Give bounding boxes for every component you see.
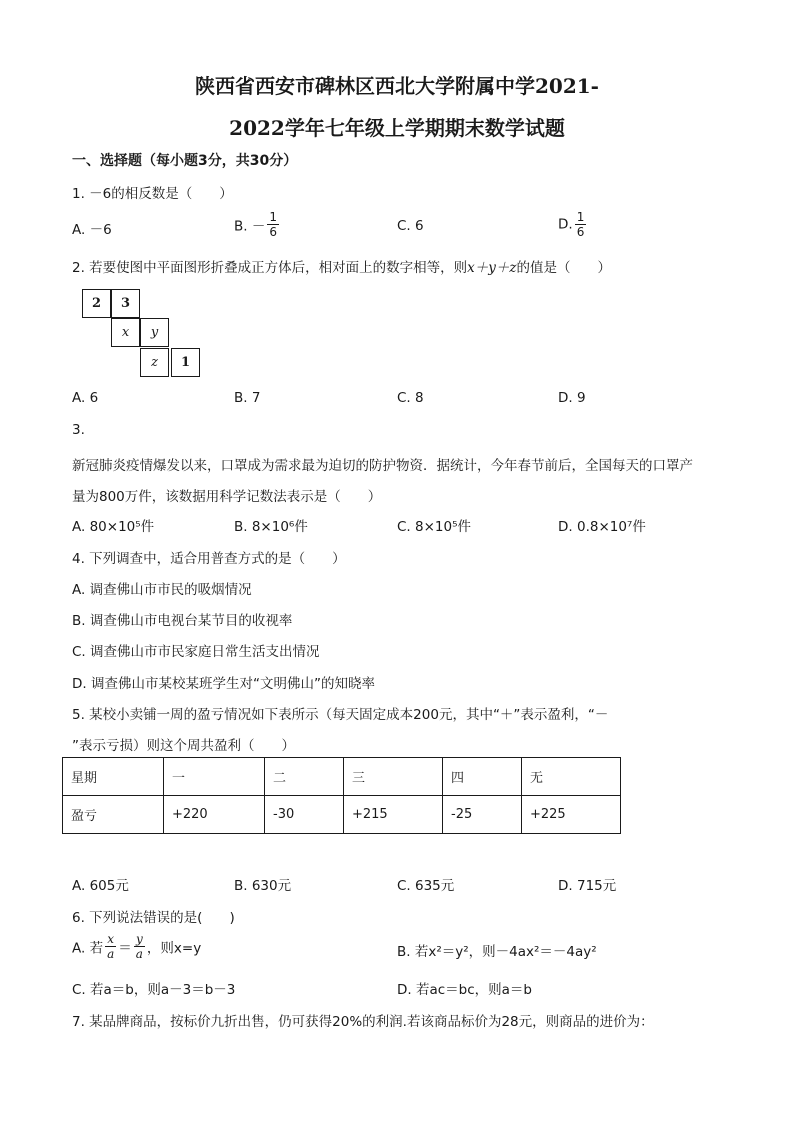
q6-stem: 6. 下列说法错误的是( )	[72, 910, 235, 926]
q2-stem-post: 的值是（ ）	[516, 260, 612, 276]
net-cell: 2	[82, 289, 111, 318]
net-cell: z	[140, 348, 169, 377]
q6-option-a-equals: ＝	[118, 940, 132, 957]
q2-expression: x＋y＋z	[467, 260, 517, 276]
q6-option-a-fraction-left	[105, 932, 116, 961]
table-cell: 四	[443, 758, 522, 796]
q3-line2: 量为800万件，该数据用科学记数法表示是（ ）	[72, 489, 382, 505]
fraction-denominator: a	[107, 947, 115, 961]
q7-stem: 7. 某品牌商品，按标价九折出售，仍可获得20%的利润.若该商品标价为28元，则商品的进价为：	[72, 1014, 654, 1030]
q1-option-c: C. 6	[397, 218, 424, 234]
q3-option-c: C. 8×10⁵件	[397, 519, 471, 535]
table-cell: +220	[164, 796, 265, 834]
q5-line2: ”表示亏损）则这个周共盈利（ ）	[72, 738, 295, 754]
table-cell: 三	[344, 758, 443, 796]
q1-option-b-prefix: B. －	[234, 218, 266, 235]
table-row	[63, 758, 621, 796]
net-cell: x	[111, 318, 140, 347]
q6-option-a-suffix: ，则x=y	[146, 940, 202, 957]
q6-option-c: C. 若a＝b，则a－3＝b－3	[72, 982, 236, 998]
table-cell: +215	[344, 796, 443, 834]
page-title-line1: 陕西省西安市碑林区西北大学附属中学2021-	[195, 74, 599, 98]
q5-line1: 5. 某校小卖铺一周的盈亏情况如下表所示（每天固定成本200元，其中“＋”表示盈利，“－	[72, 707, 609, 723]
net-cell: 1	[171, 348, 200, 377]
q4-option-d: D. 调查佛山市某校某班学生对“文明佛山”的知晓率	[72, 676, 375, 692]
q3-option-d: D. 0.8×10⁷件	[558, 519, 646, 535]
q5-option-b: B. 630元	[234, 878, 292, 894]
q6-option-b: B. 若x²＝y²，则－4ax²＝－4ay²	[397, 944, 597, 960]
q3-option-b: B. 8×10⁶件	[234, 519, 308, 535]
q6-option-d: D. 若ac＝bc，则a＝b	[397, 982, 533, 998]
q2-option-a: A. 6	[72, 390, 99, 406]
q1-option-a: A. －6	[72, 222, 112, 238]
q2-option-d: D. 9	[558, 390, 586, 406]
section-heading: 一、选择题（每小题3分，共30分）	[72, 153, 298, 169]
q3-number: 3.	[72, 422, 85, 438]
q6-option-a	[72, 932, 201, 961]
q1-option-d-prefix: D.	[558, 216, 573, 233]
table-cell: 无	[522, 758, 621, 796]
table-cell: 一	[164, 758, 265, 796]
table-cell: 盈亏	[63, 796, 164, 834]
q2-option-b: B. 7	[234, 390, 261, 406]
q1-option-b	[234, 210, 281, 239]
q1-stem: 1. －6的相反数是（ ）	[72, 186, 233, 202]
q3-line1: 新冠肺炎疫情爆发以来，口罩成为需求最为迫切的防护物资．据统计，今年春节前后，全国每天的口罩产	[72, 458, 693, 474]
q6-option-a-prefix: A. 若	[72, 940, 104, 957]
q2-option-c: C. 8	[397, 390, 424, 406]
q1-option-d-fraction	[575, 210, 587, 239]
q4-option-b: B. 调查佛山市电视台某节目的收视率	[72, 613, 293, 629]
table-cell: -30	[265, 796, 344, 834]
fraction-numerator: 1	[269, 210, 277, 224]
q6-option-a-fraction-right	[134, 932, 145, 961]
fraction-numerator: y	[134, 932, 145, 947]
net-cell: y	[140, 318, 169, 347]
q1-option-d	[558, 210, 588, 239]
q5-option-d: D. 715元	[558, 878, 617, 894]
q5-option-a: A. 605元	[72, 878, 129, 894]
table-cell: 二	[265, 758, 344, 796]
net-cell: 3	[111, 289, 140, 318]
fraction-denominator: 6	[576, 225, 585, 239]
q4-option-c: C. 调查佛山市市民家庭日常生活支出情况	[72, 644, 320, 660]
q2-stem	[72, 256, 611, 276]
q3-option-a: A. 80×10⁵件	[72, 519, 155, 535]
fraction-numerator: 1	[576, 210, 585, 224]
table-row	[63, 796, 621, 834]
table-cell: +225	[522, 796, 621, 834]
q4-stem: 4. 下列调查中，适合用普查方式的是（ ）	[72, 551, 346, 567]
profit-loss-table	[62, 757, 621, 834]
q1-option-b-fraction	[267, 210, 279, 239]
q5-option-c: C. 635元	[397, 878, 455, 894]
fraction-denominator: a	[135, 947, 143, 961]
fraction-numerator: x	[105, 932, 116, 947]
page-title-line2: 2022学年七年级上学期期末数学试题	[229, 116, 565, 140]
fraction-denominator: 6	[269, 225, 277, 239]
table-cell: 星期	[63, 758, 164, 796]
table-cell: -25	[443, 796, 522, 834]
q2-stem-pre: 2. 若要使图中平面图形折叠成正方体后，相对面上的数字相等，则	[72, 260, 468, 276]
q4-option-a: A. 调查佛山市市民的吸烟情况	[72, 582, 252, 598]
